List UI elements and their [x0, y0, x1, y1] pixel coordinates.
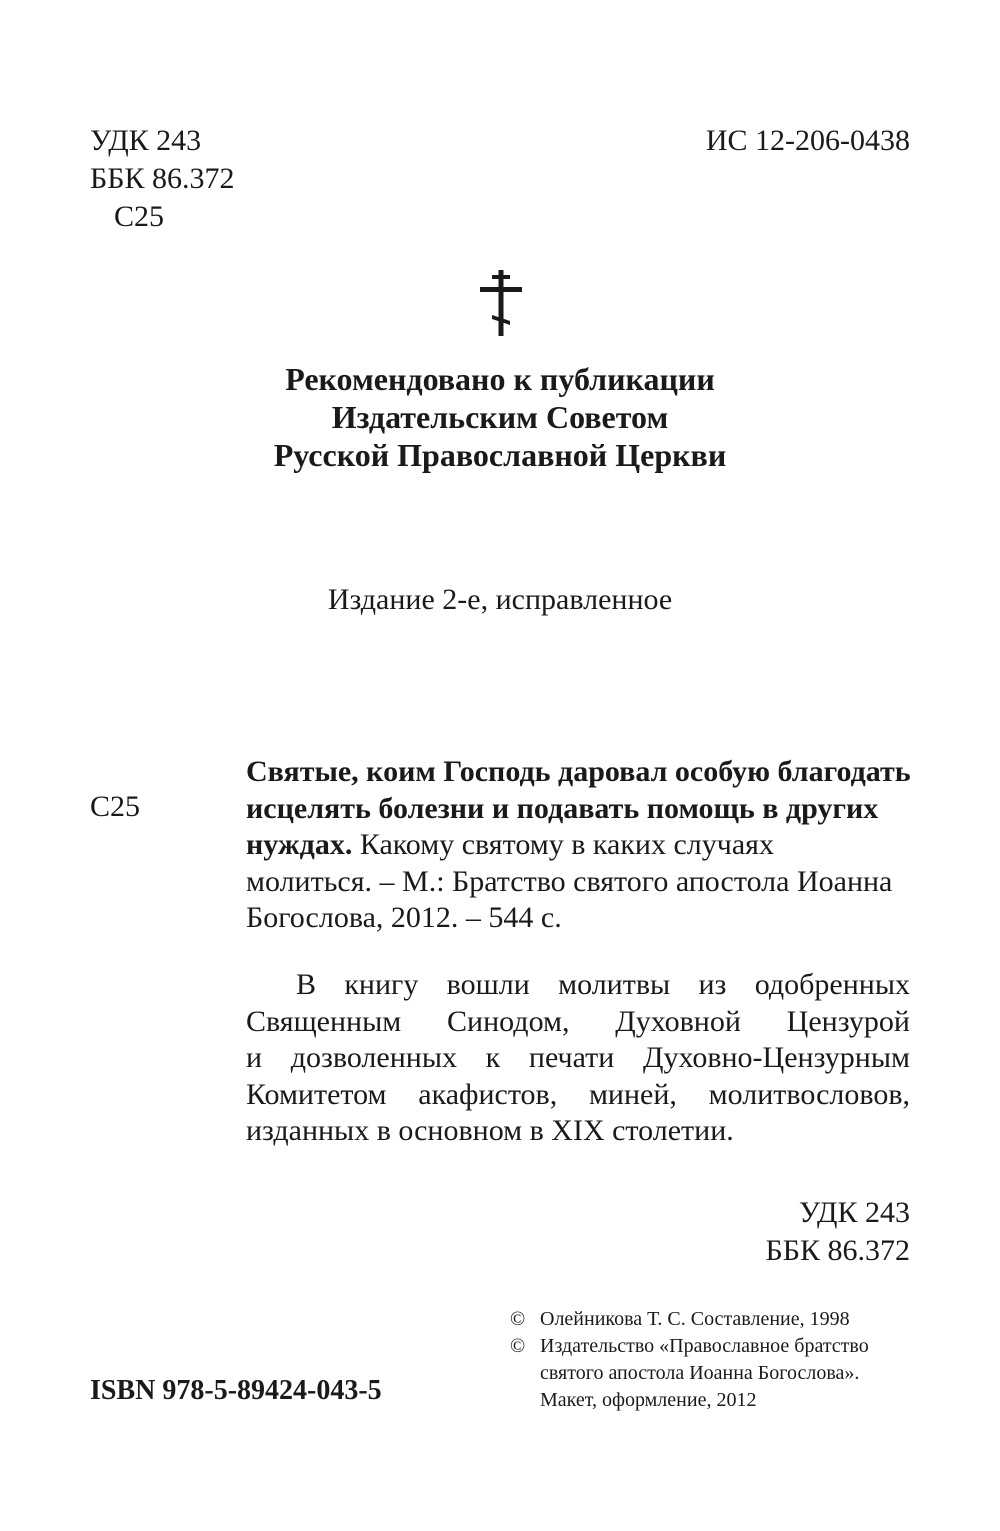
udk-code: УДК 243: [798, 1196, 910, 1229]
recommendation-line: Издательским Советом: [331, 399, 669, 435]
edition-note: Издание 2-е, исправленное: [327, 583, 673, 616]
title-line: Святые, коим Господь даровал особую благодать: [246, 755, 911, 788]
copyright-line: [510, 1306, 940, 1333]
copyright-line: [510, 1333, 940, 1360]
recommendation-line: Рекомендовано к публикации: [285, 361, 715, 397]
annotation-line: Священным Синодом, Духовной Цензурой: [246, 1004, 910, 1038]
annotation: [246, 967, 910, 1150]
classification-codes-top: [90, 122, 234, 236]
title-tail: нуждах.: [246, 828, 353, 861]
recommendation-block: [100, 360, 900, 474]
bbk-code: ББК 86.372: [765, 1234, 910, 1267]
subtitle: Какому святому в каких случаях: [352, 828, 774, 861]
annotation-line: изданных в основном в XIX столетии.: [246, 1114, 734, 1147]
classification-codes-bottom: [766, 1194, 910, 1270]
udk-code: УДК 243: [90, 124, 202, 157]
author-mark-left: С25: [90, 790, 141, 823]
isbn: ISBN 978-5-89424-043-5: [90, 1375, 382, 1406]
annotation-line: и дозволенных к печати Духовно-Цензурным: [246, 1041, 910, 1074]
copyright-text: святого апостола Иоанна Богослова».: [540, 1362, 860, 1384]
annotation-line: Комитетом акафистов, миней, молитвословов,: [246, 1077, 910, 1111]
copyright-icon: ©: [510, 1335, 526, 1357]
copyright-block: [510, 1306, 940, 1414]
copyright-icon: ©: [510, 1308, 526, 1330]
author-mark: С25: [114, 200, 165, 233]
recommendation-line: Русской Православной Церкви: [273, 437, 727, 473]
bibliographic-description: [246, 754, 916, 937]
copyright-text: Издательство «Православное братство: [540, 1335, 869, 1357]
imprint-line: Богослова, 2012. – 544 с.: [246, 901, 562, 934]
title-line: исцелять болезни и подавать помощь в других: [246, 791, 879, 825]
title-line-mixed: [246, 827, 916, 864]
bbk-code: ББК 86.372: [90, 162, 235, 195]
orthodox-cross-icon: [478, 270, 524, 340]
imprint-line: молиться. – М.: Братство святого апостола Иоанна: [246, 864, 893, 898]
copyright-text: Макет, оформление, 2012: [540, 1389, 757, 1411]
copyright-text: Олейникова Т. С. Составление, 1998: [540, 1308, 850, 1330]
annotation-line: В книгу вошли молитвы из одобренных: [296, 968, 910, 1001]
is-number: ИС 12-206-0438: [705, 124, 910, 157]
